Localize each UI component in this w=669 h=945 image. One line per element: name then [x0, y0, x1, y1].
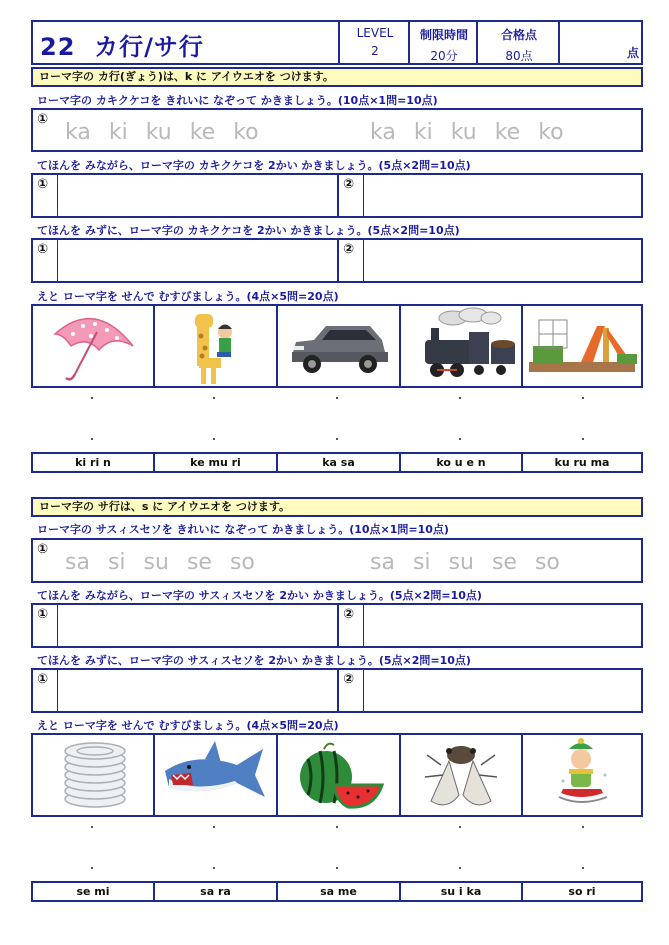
- match-dot[interactable]: [91, 867, 93, 869]
- match-dot[interactable]: [213, 826, 215, 828]
- k-picture-row: [31, 304, 643, 388]
- s-match-instruction: えと ローマ字を せんで むすびましょう。(4点×5問=20点): [37, 719, 339, 732]
- trace-syllable: ka: [65, 120, 91, 145]
- s-intro-band: ローマ字の サ行は、s に アイウエオを つけます。: [31, 497, 643, 517]
- trace-syllable: so: [534, 550, 560, 575]
- time-limit-cell: [408, 22, 478, 63]
- word-cell: ko u e n: [401, 454, 523, 471]
- word-cell: ke mu ri: [155, 454, 278, 471]
- word-cell: sa me: [278, 883, 401, 900]
- match-dot[interactable]: [459, 438, 461, 440]
- trace-syllable: ki: [108, 120, 128, 145]
- pass-score-value: 80点: [505, 49, 533, 63]
- mark-1: ①: [37, 112, 49, 127]
- k-copy-box[interactable]: [31, 173, 643, 218]
- car-picture: [278, 306, 401, 386]
- word-cell: ku ru ma: [554, 456, 610, 469]
- s-trace-group-2: [370, 550, 578, 575]
- match-dot[interactable]: [213, 438, 215, 440]
- margin-line: [57, 240, 58, 281]
- trace-syllable: su: [143, 550, 169, 575]
- match-dot[interactable]: [582, 867, 584, 869]
- giraffe-picture: [155, 306, 278, 386]
- margin-line: [363, 605, 364, 646]
- score-cell[interactable]: [558, 22, 643, 63]
- k-match-instruction: えと ローマ字を せんで むすびましょう。(4点×5問=20点): [37, 290, 339, 303]
- shark-picture: [155, 735, 278, 815]
- trace-syllable: sa: [65, 550, 90, 575]
- match-dot[interactable]: [336, 438, 338, 440]
- match-dot[interactable]: [91, 397, 93, 399]
- margin-line: [363, 670, 364, 711]
- match-dot[interactable]: [91, 438, 93, 440]
- margin-line: [57, 175, 58, 216]
- trace-syllable: ku: [450, 120, 477, 145]
- mark-2: ②: [343, 242, 355, 257]
- divider: [337, 240, 339, 281]
- trace-syllable: si: [412, 550, 431, 575]
- word-cell: ki ri n: [33, 454, 155, 471]
- match-dot[interactable]: [582, 826, 584, 828]
- match-dot[interactable]: [459, 826, 461, 828]
- page-title: [40, 27, 204, 62]
- margin-line: [363, 240, 364, 281]
- score-unit: 点: [626, 46, 639, 60]
- mark-1: ①: [37, 177, 49, 192]
- match-dot[interactable]: [336, 867, 338, 869]
- divider: [337, 605, 339, 646]
- trace-syllable: ka: [370, 120, 396, 145]
- k-word-row: [31, 452, 643, 473]
- worksheet-title: カ行/サ行: [94, 33, 204, 61]
- k-memory-instruction: てほんを みずに、ローマ字の カキクケコを 2かい かきましょう。(5点×2問=10点): [37, 224, 460, 237]
- cicada-picture: [401, 735, 523, 815]
- match-dot[interactable]: [582, 438, 584, 440]
- match-dot[interactable]: [336, 397, 338, 399]
- s-copy-instruction: てほんを みながら、ローマ字の サスィスセソを 2かい かきましょう。(5点×2問=10点): [37, 589, 482, 602]
- margin-line: [363, 175, 364, 216]
- trace-syllable: sa: [370, 550, 395, 575]
- word-cell: se mi: [33, 883, 155, 900]
- match-dot[interactable]: [582, 397, 584, 399]
- k-trace-box[interactable]: [31, 108, 643, 152]
- trace-syllable: ko: [538, 120, 564, 145]
- trace-syllable: se: [491, 550, 517, 575]
- mark-2: ②: [343, 672, 355, 687]
- trace-syllable: so: [229, 550, 255, 575]
- match-dot[interactable]: [91, 826, 93, 828]
- k-trace-group-2: [370, 120, 582, 145]
- s-word-row: [31, 881, 643, 902]
- k-trace-instruction: ローマ字の カキクケコを きれいに なぞって かきましょう。(10点×1問=10点): [37, 94, 438, 107]
- time-limit-label: 制限時間: [419, 28, 468, 42]
- trace-syllable: ko: [233, 120, 259, 145]
- mark-1: ①: [37, 607, 49, 622]
- match-dot[interactable]: [213, 867, 215, 869]
- steam-locomotive-picture: [401, 306, 523, 386]
- k-trace-group-1: [65, 120, 277, 145]
- margin-line: [57, 605, 58, 646]
- trace-syllable: si: [107, 550, 126, 575]
- s-memory-box[interactable]: [31, 668, 643, 713]
- match-dot[interactable]: [336, 826, 338, 828]
- k-memory-box[interactable]: [31, 238, 643, 283]
- trace-syllable: ke: [189, 120, 216, 145]
- trace-syllable: ke: [494, 120, 521, 145]
- mark-2: ②: [343, 177, 355, 192]
- word-cell: so ri: [568, 885, 596, 898]
- s-picture-row: [31, 733, 643, 817]
- word-cell: su i ka: [401, 883, 523, 900]
- level-cell: [338, 22, 410, 63]
- match-dot[interactable]: [459, 397, 461, 399]
- level-label: LEVEL: [356, 26, 394, 40]
- trace-syllable: su: [448, 550, 474, 575]
- margin-line: [57, 670, 58, 711]
- watermelon-picture: [278, 735, 401, 815]
- pass-score-label: 合格点: [500, 28, 537, 42]
- s-trace-instruction: ローマ字の サスィスセソを きれいに なぞって かきましょう。(10点×1問=10点): [37, 523, 449, 536]
- divider: [337, 175, 339, 216]
- s-trace-box[interactable]: [31, 538, 643, 583]
- match-dot[interactable]: [459, 867, 461, 869]
- time-limit-value: 20分: [430, 49, 458, 63]
- trace-syllable: ku: [145, 120, 172, 145]
- k-intro-band: ローマ字の カ行(ぎょう)は、k に アイウエオを つけます。: [31, 67, 643, 87]
- trace-syllable: ki: [413, 120, 433, 145]
- s-copy-box[interactable]: [31, 603, 643, 648]
- mark-1: ①: [37, 672, 49, 687]
- level-value: 2: [371, 44, 379, 58]
- s-trace-group-1: [65, 550, 273, 575]
- worksheet-number: 22: [40, 33, 76, 61]
- park-picture: [523, 306, 641, 386]
- pass-score-cell: [476, 22, 560, 63]
- word-cell: ka sa: [278, 454, 401, 471]
- trace-syllable: se: [186, 550, 212, 575]
- match-dot[interactable]: [213, 397, 215, 399]
- k-copy-instruction: てほんを みながら、ローマ字の カキクケコを 2かい かきましょう。(5点×2問=10点): [37, 159, 471, 172]
- word-cell: sa ra: [155, 883, 278, 900]
- s-memory-instruction: てほんを みずに、ローマ字の サスィスセソを 2かい かきましょう。(5点×2問=10点): [37, 654, 471, 667]
- mark-1: ①: [37, 542, 49, 557]
- plates-picture: [33, 735, 155, 815]
- sled-picture: [523, 735, 641, 815]
- mark-1: ①: [37, 242, 49, 257]
- umbrella-picture: [33, 306, 155, 386]
- divider: [337, 670, 339, 711]
- mark-2: ②: [343, 607, 355, 622]
